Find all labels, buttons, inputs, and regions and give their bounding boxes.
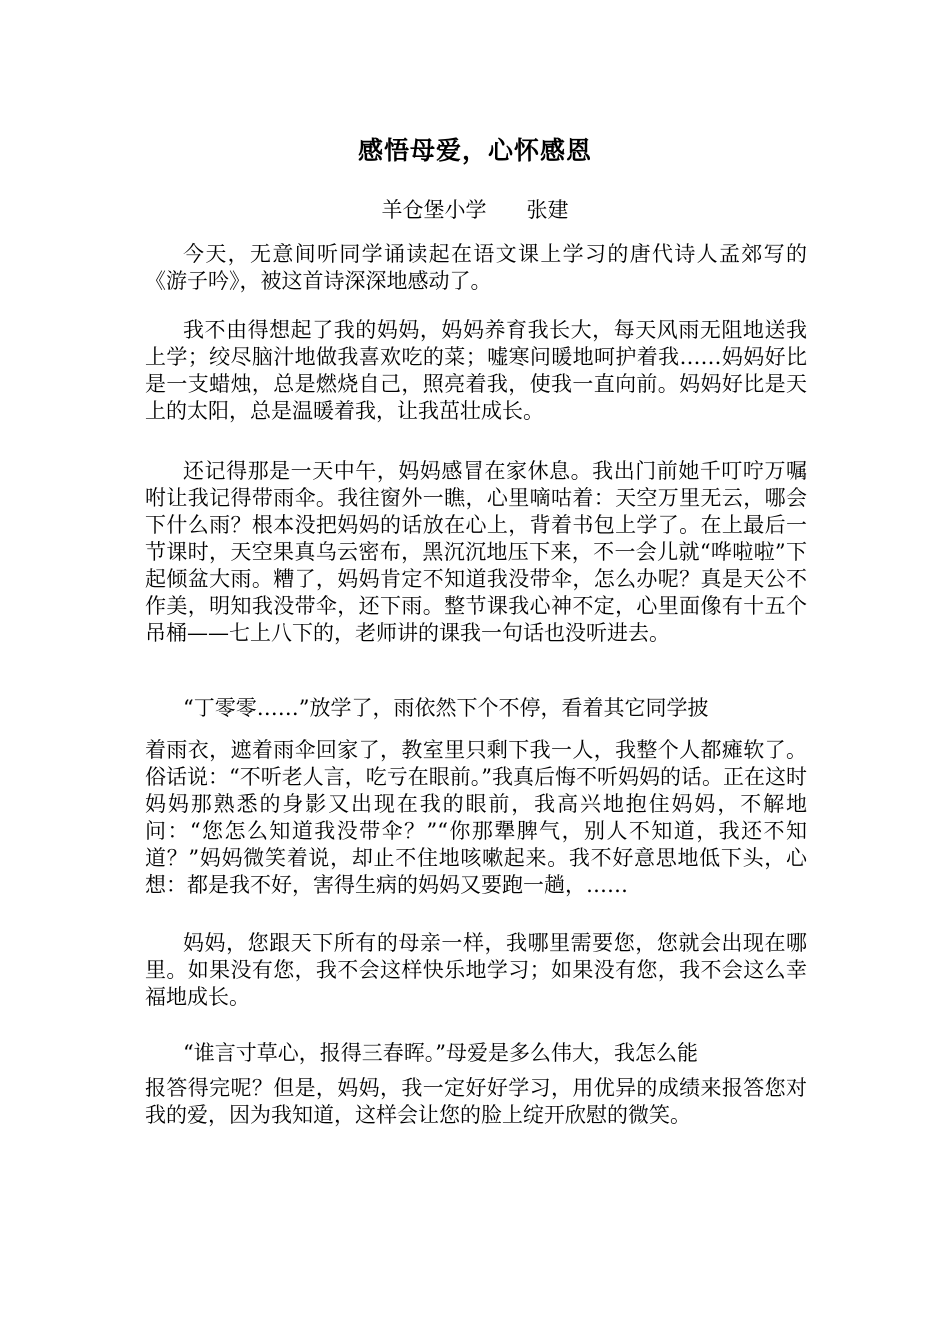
paragraph-1: 今天，无意间听同学诵读起在语文课上学习的唐代诗人孟郊写的《游子吟》，被这首诗深深地感动了。 xyxy=(145,242,807,293)
paragraph-2: 我不由得想起了我的妈妈，妈妈养育我长大，每天风雨无阻地送我上学；绞尽脑汁地做我喜欢吃的菜；嘘寒问暖地呵护着我……妈妈好比是一支蜡烛，总是燃烧自己，照亮着我，使我一直向前。妈妈好比是天上的太阳，总是温暖着我，让我茁壮成长。 xyxy=(145,318,807,423)
paragraph-6-start: “谁言寸草心，报得三春晖。”母爱是多么伟大，我怎么能 xyxy=(183,1041,698,1065)
document-title: 感悟母爱，心怀感恩 xyxy=(357,136,592,165)
school-name: 羊仓堡小学 xyxy=(381,198,487,222)
paragraph-5: 妈妈，您跟天下所有的母亲一样，我哪里需要您，您就会出现在哪里。如果没有您，我不会这样快乐地学习；如果没有您，我不会这么幸福地成长。 xyxy=(145,931,807,1009)
paragraph-4-continued: 着雨衣，遮着雨伞回家了，教室里只剩下我一人，我整个人都瘫软了。俗话说：“不听老人言，吃亏在眼前。”我真后悔不听妈妈的话。正在这时妈妈那熟悉的身影又出现在我的眼前，我高兴地抱住妈妈，不解地问：“您怎么知道我没带伞？”“你那犟脾气，别人不知道，我还不知道？”妈妈微笑着说，却止不住地咳嗽起来。我不好意思地低下头，心想：都是我不好，害得生病的妈妈又要跑一趟，…… xyxy=(145,738,807,897)
author-name: 张建 xyxy=(526,198,569,222)
paragraph-6-continued: 报答得完呢？但是，妈妈，我一定好好学习，用优异的成绩来报答您对我的爱，因为我知道，这样会让您的脸上绽开欣慰的微笑。 xyxy=(145,1076,807,1127)
paragraph-3: 还记得那是一天中午，妈妈感冒在家休息。我出门前她千叮咛万嘱咐让我记得带雨伞。我往窗外一瞧，心里嘀咕着：天空万里无云，哪会下什么雨？根本没把妈妈的话放在心上，背着书包上学了。在上最后一节课时，天空果真乌云密布，黑沉沉地压下来，不一会儿就“哗啦啦”下起倾盆大雨。糟了，妈妈肯定不知道我没带伞，怎么办呢？真是天公不作美，明知我没带伞，还下雨。整节课我心神不定，心里面像有十五个吊桶——七上八下的，老师讲的课我一句话也没听进去。 xyxy=(145,459,807,645)
paragraph-4-start: “丁零零……”放学了，雨依然下个不停，看着其它同学披 xyxy=(183,696,709,720)
author-line xyxy=(0,195,950,225)
